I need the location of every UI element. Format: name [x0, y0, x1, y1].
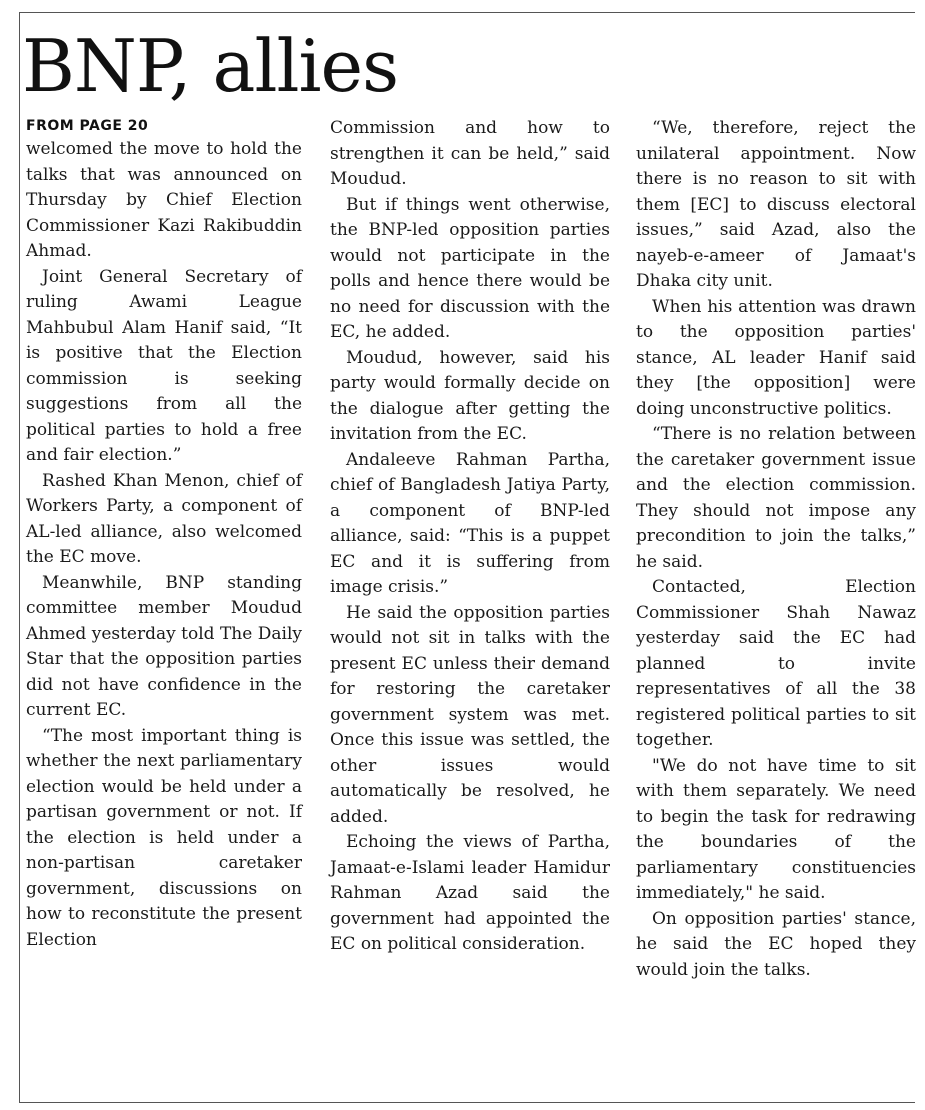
continuation-kicker: FROM PAGE 20 — [26, 118, 149, 134]
paragraph: But if things went otherwise, the BNP-led opposition parties would not participate in the polls and hence there would be no need for discussion with the EC, he added. — [330, 194, 610, 342]
paragraph: welcomed the move to hold the talks that was announced on Thursday by Chief Election Commissioner Kazi Rakibuddin Ahmad. — [26, 139, 302, 261]
paragraph: On opposition parties' stance, he said the EC hoped they would join the talks. — [636, 908, 916, 980]
paragraph: "We do not have time to sit with them separately. We need to begin the task for redrawing the boundaries of the parliamentary constituencies immediately," he said. — [636, 755, 916, 903]
headline: BNP, allies — [22, 24, 399, 108]
paragraph: Moudud, however, said his party would formally decide on the dialogue after getting the invitation from the EC. — [330, 347, 610, 444]
paragraph: Joint General Secretary of ruling Awami League Mahbubul Alam Hanif said, “It is positive that the Election commission is seeking suggestions from all the political parties to hold a free and fair election.” — [26, 266, 302, 465]
column-3 — [636, 116, 916, 983]
paragraph: Rashed Khan Menon, chief of Workers Party, a component of AL-led alliance, also welcomed the EC move. — [26, 470, 302, 567]
paragraph: Meanwhile, BNP standing committee member Moudud Ahmed yesterday told The Daily Star that the opposition parties did not have confidence in the current EC. — [26, 572, 302, 720]
paragraph: Contacted, Election Commissioner Shah Nawaz yesterday said the EC had planned to invite representatives of all the 38 registered political parties to sit together. — [636, 577, 916, 750]
paragraph: He said the opposition parties would not sit in talks with the present EC unless their demand for restoring the caretaker government system was met. Once this issue was settled, the other issues would automatically be resolved, he added. — [330, 602, 610, 827]
paragraph: Commission and how to strengthen it can be held,” said Moudud. — [330, 118, 610, 189]
paragraph: Andaleeve Rahman Partha, chief of Bangladesh Jatiya Party, a component of BNP-led alliance, said: “This is a puppet EC and it is suffering from image crisis.” — [330, 449, 610, 597]
paragraph: “We, therefore, reject the unilateral appointment. Now there is no reason to sit with them [EC] to discuss electoral issues,” said Azad, also the nayeb-e-ameer of Jamaat's Dhaka city unit. — [636, 118, 916, 291]
top-rule — [19, 12, 915, 13]
paragraph: When his attention was drawn to the opposition parties' stance, AL leader Hanif said they [the opposition] were doing unconstructive politics. — [636, 296, 916, 419]
left-rule — [19, 12, 20, 1102]
column-2 — [330, 116, 610, 958]
column-1 — [26, 137, 302, 953]
paragraph: “The most important thing is whether the next parliamentary election would be held under a partisan government or not. If the election is held under a non-partisan caretaker government, discussions on how to reconstitute the present Election — [26, 725, 302, 950]
paragraph: “There is no relation between the caretaker government issue and the election commission. They should not impose any precondition to join the talks,” he said. — [636, 424, 916, 572]
paragraph: Echoing the views of Partha, Jamaat-e-Islami leader Hamidur Rahman Azad said the government had appointed the EC on political consideration. — [330, 832, 610, 954]
bottom-rule — [19, 1102, 915, 1103]
